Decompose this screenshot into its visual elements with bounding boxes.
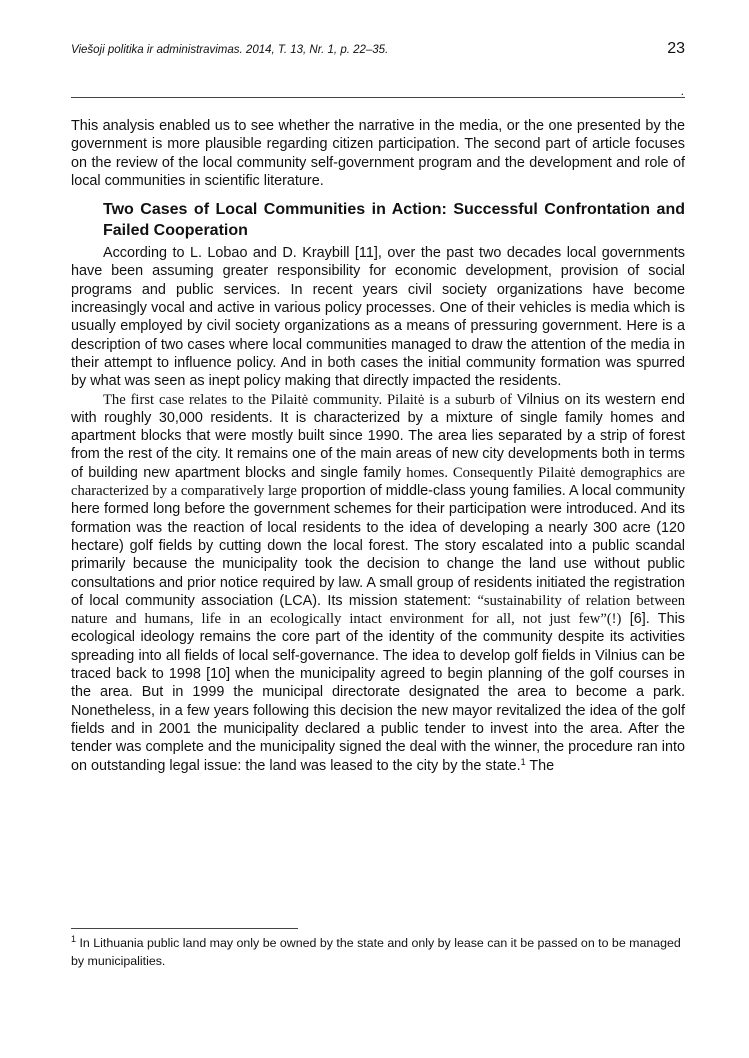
paragraph-2-part-a: The first case relates to the Pilaitė community. Pilaitė is a suburb of — [103, 391, 512, 408]
main-text — [71, 117, 685, 775]
page-number: 23 — [667, 40, 685, 57]
footnote-text: In Lithuania public land may only be owned by the state and only by lease can it be passed on to be managed by municipalities. — [71, 936, 681, 968]
paragraph-2-part-d: proportion of middle-class young families. A local community here formed long before the government schemes for their participation were introduced. And its formation was the reaction of local residents to the idea of developing a nearly 300 acre (120 hectare) golf fields by cutting down the local forest. The story escalated into a public scandal primarily because the municipality took the decision to change the land use without public consultations and prior notice required by law. A small group of residents initiated the registration of local community association (LCA). Its mission statement: — [71, 483, 685, 609]
paragraph-2-part-b: Vilnius on its western end with roughly 30,000 residents. It is characterized by a mixture of single family homes and apartment blocks that were mostly built since 1990. The area lies separated by a strip of forest from the rest of the city. It remains one of the main areas of new city developments both in terms of building new apartment blocks and single family — [71, 391, 686, 481]
running-head — [71, 44, 685, 56]
paragraph-1: According to L. Lobao and D. Kraybill [11], over the past two decades local governments have been assuming greater responsibility for economic development, provision of social programs and public services. In recent years civil society organizations have become increasingly vocal and active in various policy processes. One of their vehicles is media which is usually employed by civil society organizations as a means of pressuring government. Here is a description of two cases where local communities managed to draw the attention of the media in their attempt to influence policy. And in both cases the initial community formation was spurred by what was seen as inept policy making that directly impacted the residents. — [71, 245, 685, 390]
paragraph-2-part-c: homes. Consequently Pilaitė demographics are characterized by a comparatively large — [71, 464, 686, 500]
footnote-mark: 1 — [71, 934, 77, 944]
mission-quote: “sustainability of relation between nature and humans, life in an ecologically intact environment for all, not just few”(!) — [71, 592, 686, 628]
footnote-reference[interactable]: 1 — [520, 756, 526, 767]
footnote-rule — [71, 928, 298, 929]
section-heading: Two Cases of Local Communities in Action: Successful Confrontation and Failed Cooperation — [103, 201, 685, 240]
running-head-italic: Viešoji politika ir — [71, 44, 154, 56]
header-dot: . — [680, 84, 684, 98]
header-rule — [71, 97, 685, 98]
intro-paragraph: This analysis enabled us to see whether the narrative in the media, or the one presented by the government is more plausible regarding citizen participation. The second part of article focuses on the review of the local community self-government program and the development and role of local communities in scientific literature. — [71, 118, 685, 189]
paragraph-2-end: The — [529, 757, 555, 774]
paragraph-2-part-f: [6]. This ecological ideology remains the core part of the identity of the community despite its activities spreading into all fields of local self-governance. The idea to develop golf fields in Vilnius can be traced back to 1998 [10] when the municipality agreed to begin planning of the golf courses in the area. But in 1999 the municipal directorate designated the area to become a park. Nonetheless, in a few years following this decision the new mayor revitalized the idea of the golf fields and in 2001 the municipality declared a public tender to invest into the area. After the tender was complete and the municipality signed the deal with the winner, the procedure ran into on outstanding legal issue: the land was leased to the city by the state. — [71, 611, 685, 774]
footnote — [71, 934, 685, 970]
running-head-journal: administravimas. 2014, T. 13, Nr. 1, p. 22–35. — [156, 44, 389, 56]
paragraph-2 — [71, 391, 685, 775]
